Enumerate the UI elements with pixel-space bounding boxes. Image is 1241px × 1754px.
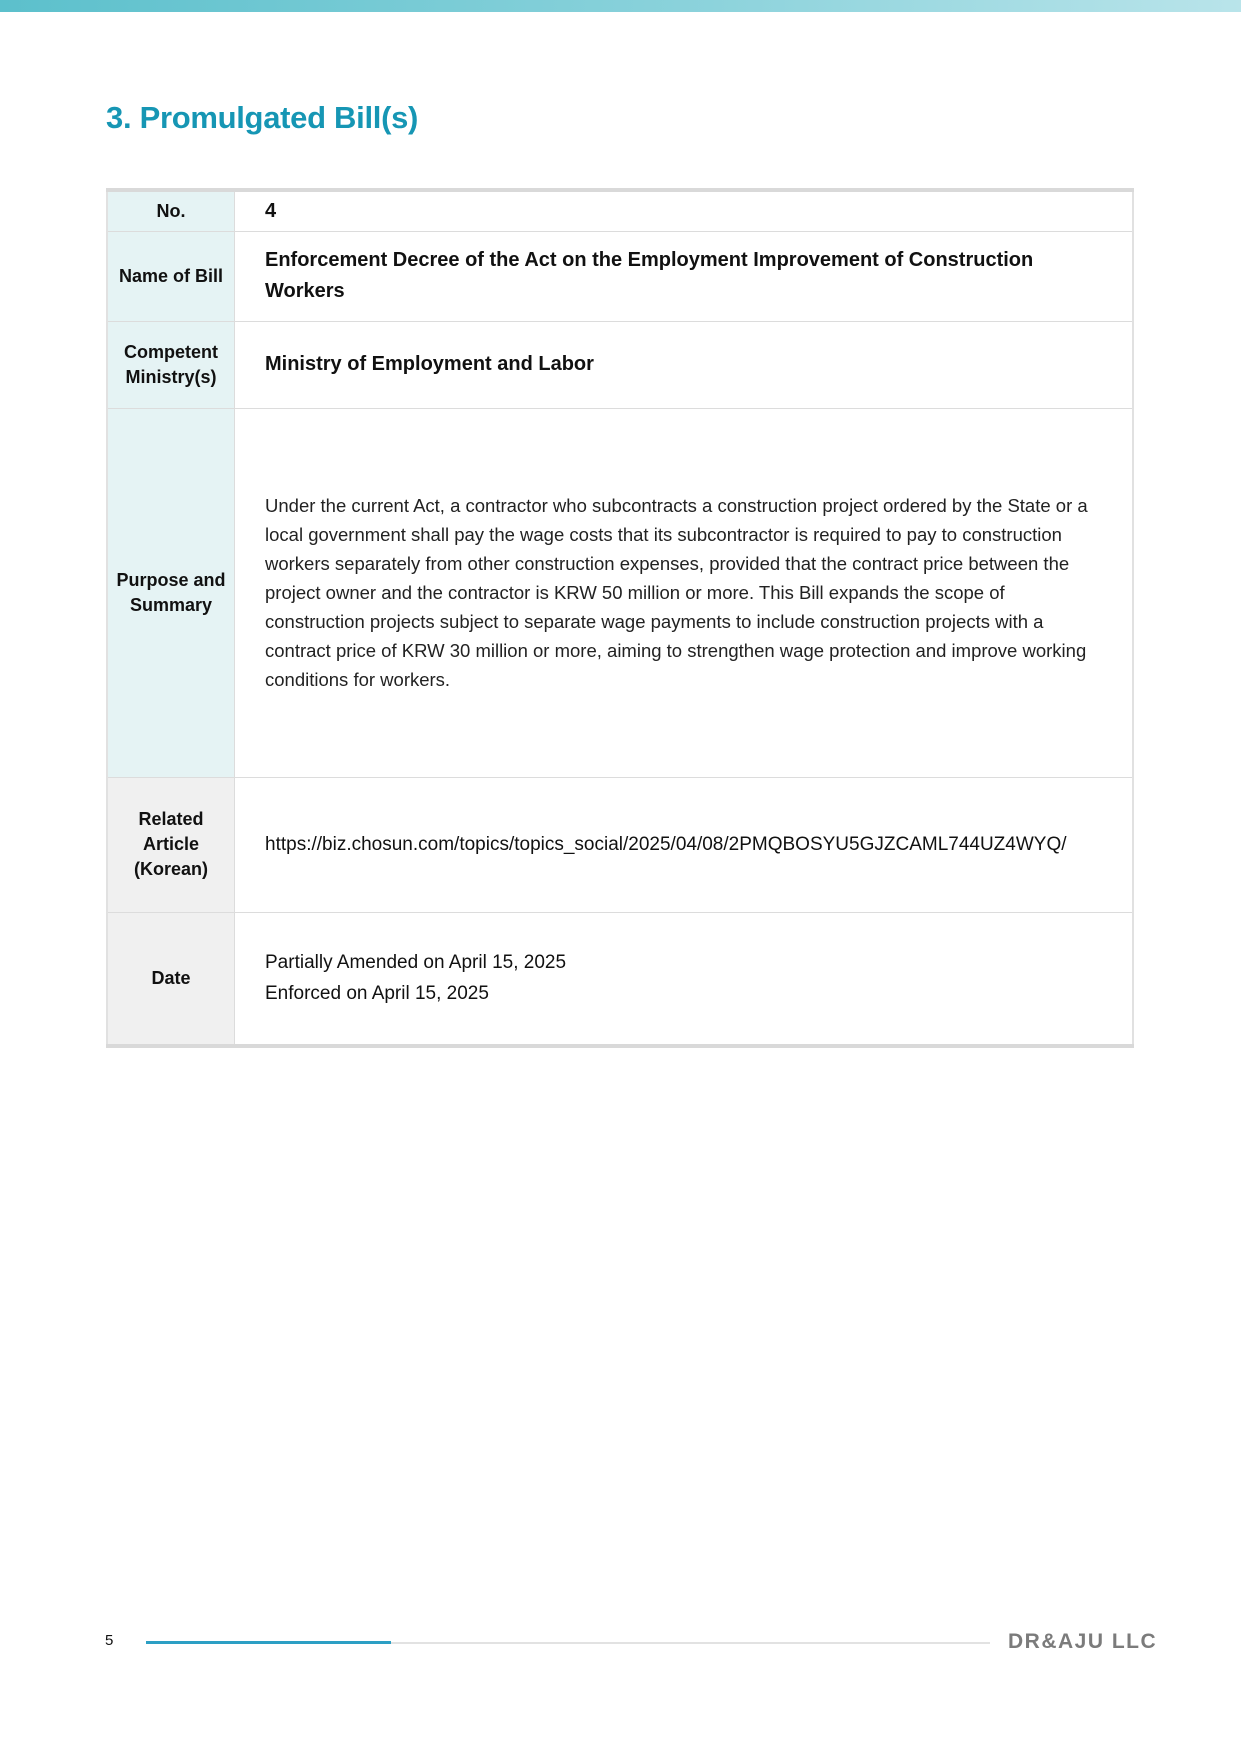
table-row-article (107, 777, 1133, 912)
table-row-name (107, 231, 1133, 321)
bill-table (106, 188, 1134, 1048)
label-no: No. (107, 190, 235, 231)
section-title: 3. Promulgated Bill(s) (106, 100, 419, 135)
label-purpose-summary: Purpose and Summary (107, 408, 235, 777)
value-no: 4 (235, 190, 1134, 231)
date-enforced: Enforced on April 15, 2025 (265, 983, 489, 1005)
table-row-ministry (107, 321, 1133, 408)
page-number: 5 (105, 1632, 114, 1649)
value-competent-ministry: Ministry of Employment and Labor (235, 321, 1134, 408)
value-purpose-summary: Under the current Act, a contractor who subcontracts a construction project ordered by the State or a local government shall pay the wage costs that its subcontractor is required to pay to construction workers separately from other construction expenses, provided that the contract price between the project owner and the contractor is KRW 50 million or more. This Bill expands the scope of construction projects subject to separate wage payments to include construction projects with a contract price of KRW 30 million or more, aiming to strengthen wage protection and improve working conditions for workers. (235, 408, 1134, 777)
label-date: Date (107, 912, 235, 1046)
label-competent-ministry: Competent Ministry(s) (107, 321, 235, 408)
top-accent-bar (0, 0, 1241, 12)
table-row-summary (107, 408, 1133, 777)
related-article-link[interactable]: https://biz.chosun.com/topics/topics_social/2025/04/08/2PMQBOSYU5GJZCAML744UZ4WYQ/ (235, 777, 1134, 912)
footer-progress-bar (146, 1641, 391, 1644)
brand-logo: DR&AJU LLC (1008, 1630, 1158, 1653)
value-name-of-bill: Enforcement Decree of the Act on the Employment Improvement of Construction Workers (235, 231, 1134, 321)
label-name-of-bill: Name of Bill (107, 231, 235, 321)
table-row-date (107, 912, 1133, 1046)
label-related-article: Related Article (Korean) (107, 777, 235, 912)
table-row-no (107, 190, 1133, 231)
date-amended: Partially Amended on April 15, 2025 (265, 952, 567, 974)
value-date (235, 912, 1134, 1046)
